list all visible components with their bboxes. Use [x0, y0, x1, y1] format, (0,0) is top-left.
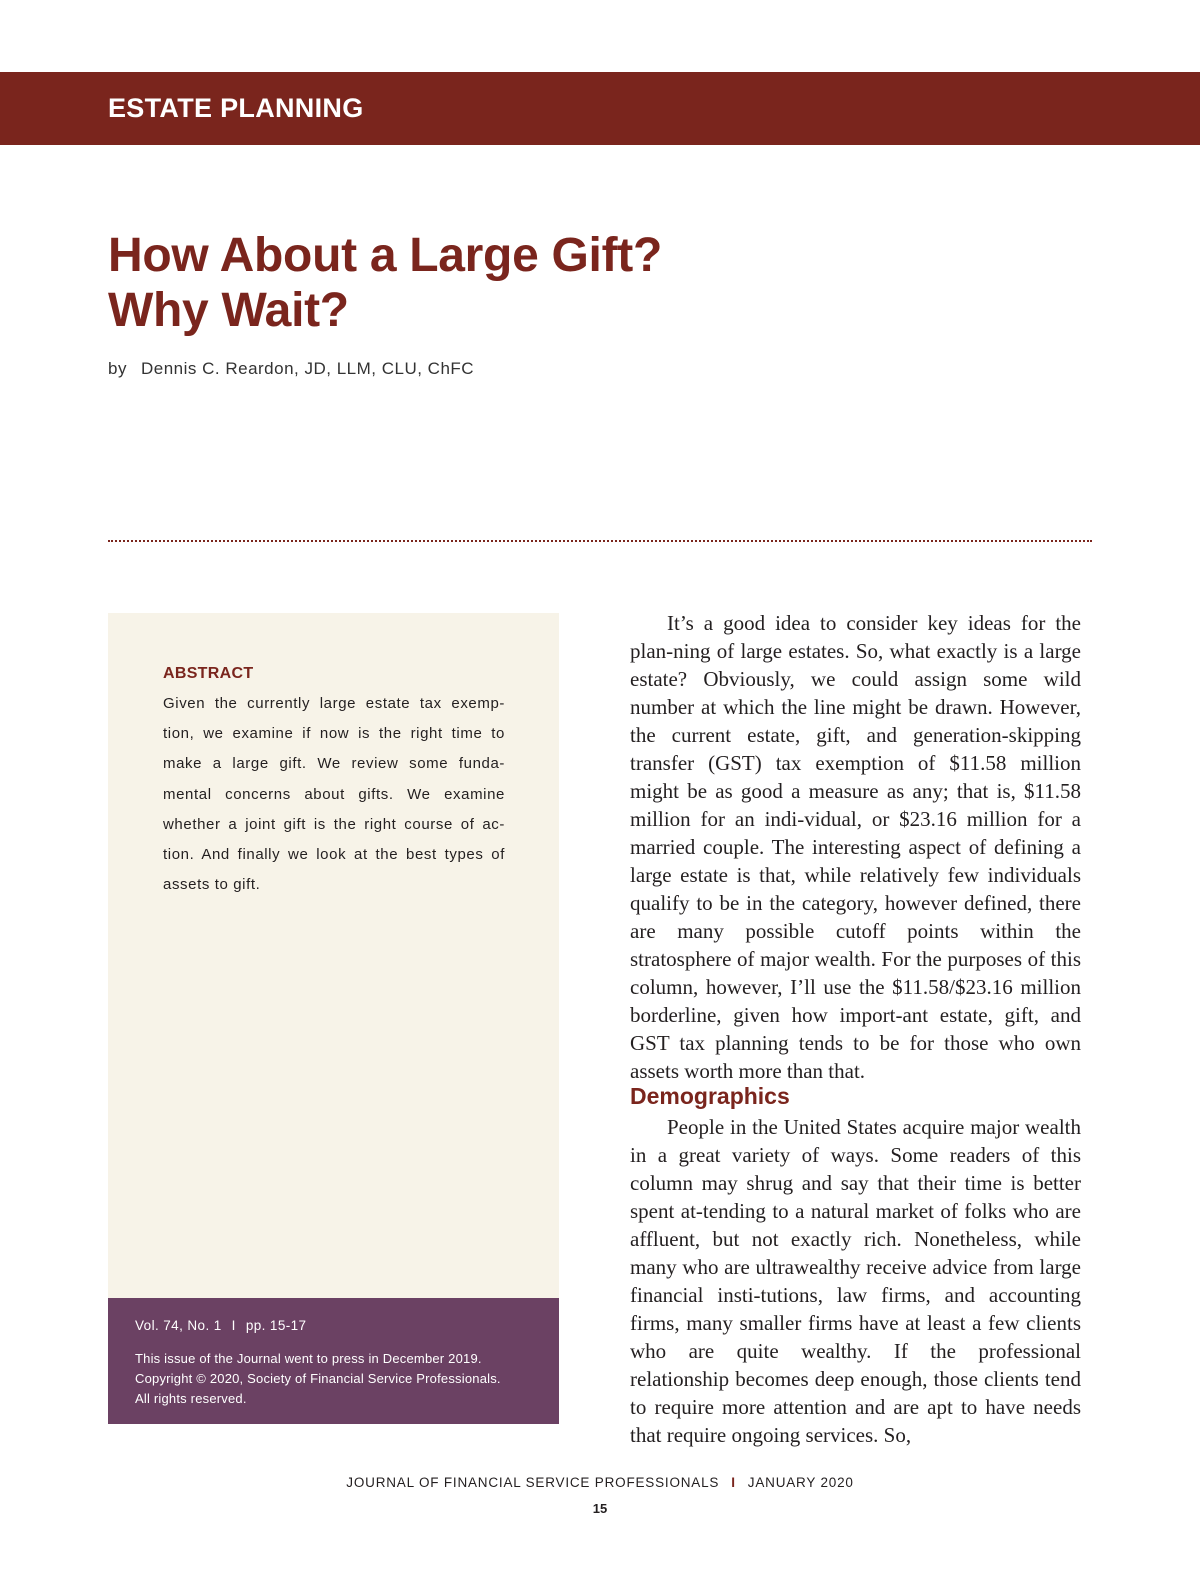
- byline: [108, 359, 474, 379]
- body-paragraph-2: People in the United States acquire major wealth in a great variety of ways. Some readers of this column may shrug and say that their time is better spent at-tending to a natural market of folks who are affluent, but not exactly rich. Nonetheless, while many who are ultrawealthy receive advice from large financial insti-tutions, law firms, and accounting firms, many smaller firms have at least a few clients who are quite wealthy. If the professional relationship becomes deep enough, those clients tend to require more attention and are apt to have needs that require ongoing services. So,: [630, 1115, 1081, 1447]
- copyright-note: [135, 1349, 545, 1409]
- abstract-text: Given the currently large estate tax exemp-tion, we examine if now is the right time to make a large gift. We review some funda-mental concerns about gifts. We examine whether a joint gift is the right course of ac-tion. And finally we look at the best types of assets to gift.: [163, 695, 505, 894]
- page-footer: [0, 1475, 1200, 1490]
- copyright-line: Copyright © 2020, Society of Financial Service Professionals.: [135, 1371, 501, 1386]
- rights-line: All rights reserved.: [135, 1391, 247, 1406]
- author-name: Dennis C. Reardon, JD, LLM, CLU, ChFC: [140, 359, 475, 378]
- press-note: This issue of the Journal went to press in December 2019.: [135, 1351, 482, 1366]
- footer-separator: I: [731, 1475, 736, 1490]
- title-line-1: How About a Large Gift?: [108, 229, 662, 282]
- dotted-divider: [108, 540, 1092, 542]
- body-paragraph-1: It’s a good idea to consider key ideas for the plan-ning of large estates. So, what exactly is a large estate? Obviously, we could assign some wild number at which the line might be drawn. However, the current estate, gift, and generation-skipping transfer (GST) tax exemption of $11.58 million might be as good a measure as any; that is, $11.58 million for an indi-vidual, or $23.16 million for a married couple. The interesting aspect of defining a large estate is that, while relatively few individuals qualify to be in the category, however defined, there are many possible cutoff points within the stratosphere of major wealth. For the purposes of this column, however, I’ll use the $11.58/$23.16 million borderline, given how import-ant estate, gift, and GST tax planning tends to be for those who own assets worth more than that.: [630, 611, 1081, 1083]
- issue-date: JANUARY 2020: [747, 1475, 854, 1490]
- volume-separator: I: [231, 1318, 236, 1333]
- page-number: 15: [592, 1501, 608, 1516]
- abstract-heading: ABSTRACT: [163, 665, 254, 682]
- volume-info: [135, 1318, 306, 1333]
- journal-name: JOURNAL OF FINANCIAL SERVICE PROFESSIONALS: [346, 1475, 720, 1490]
- section-heading-demographics: Demographics: [630, 1083, 790, 1109]
- title-line-2: Why Wait?: [108, 284, 349, 337]
- page-range: pp. 15-17: [245, 1318, 307, 1333]
- byline-prefix: by: [108, 359, 127, 378]
- section-label: ESTATE PLANNING: [108, 93, 364, 123]
- article-title: [108, 228, 662, 338]
- volume-number: Vol. 74, No. 1: [135, 1318, 222, 1333]
- issue-info-panel: [108, 1298, 559, 1424]
